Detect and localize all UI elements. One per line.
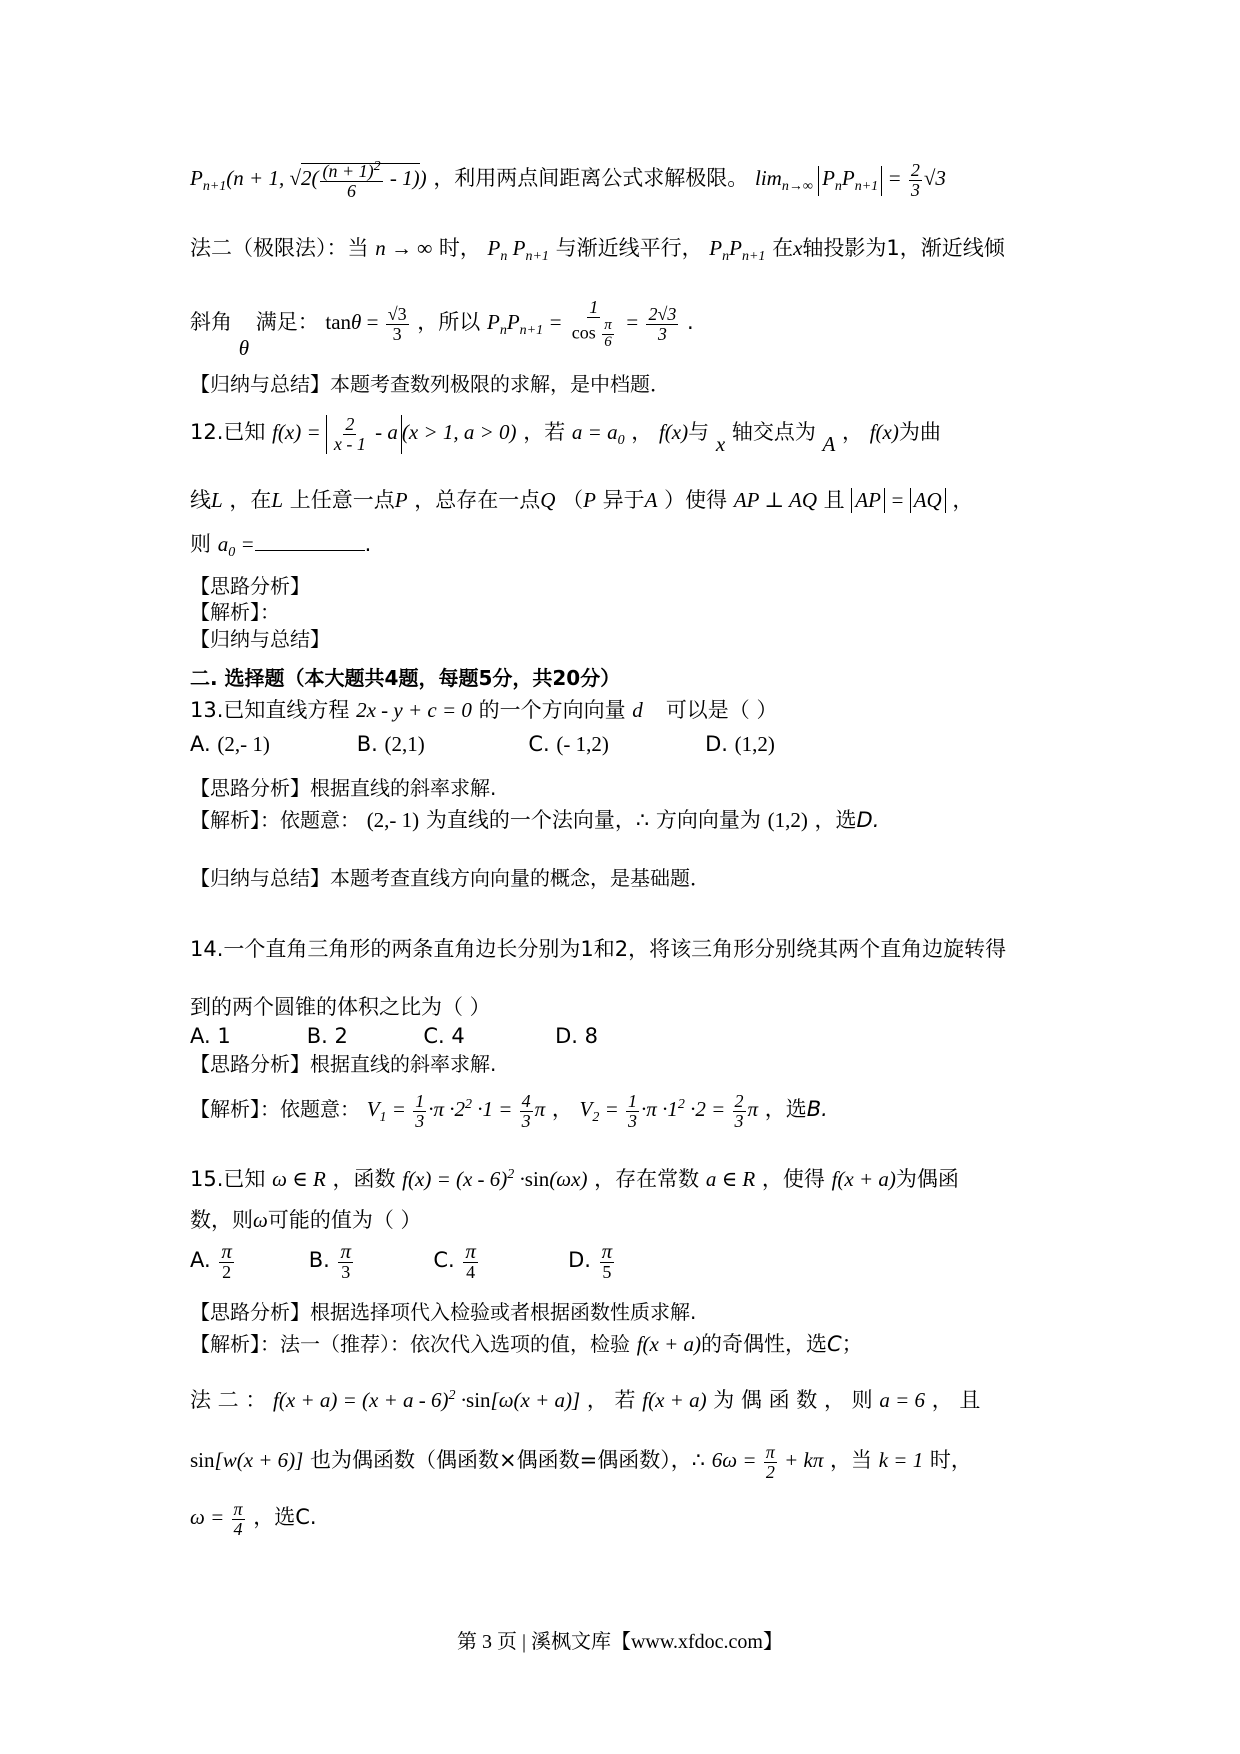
line-2	[190, 236, 1005, 266]
math-A: A	[822, 432, 836, 457]
answer-blank	[255, 532, 365, 551]
q13-text-a: 13.已知直线方程	[190, 698, 350, 722]
q12-text-e: 轴交点为	[731, 420, 816, 445]
q13-summary: 【归纳与总结】本题考查直线方向向量的概念，是基础题．	[190, 866, 710, 890]
math-normal-vector: (2,- 1)	[366, 808, 420, 832]
q12-text-a: 12.已知	[190, 420, 266, 445]
math-theta: θ	[238, 336, 250, 360]
math-v1: $V_1$ = $\frac{1}{3}$ $\cdot\pi \cdot 2^2 \cdot 1$ = $\frac{4}{3}$ π	[366, 1091, 546, 1131]
q12-line-3	[190, 532, 371, 562]
line-3	[190, 297, 694, 360]
q14-line-2: 到的两个圆锥的体积之比为（ ）	[190, 995, 491, 1019]
q15-option-a: A. $\frac{\pi}{2}$	[190, 1239, 232, 1283]
math-omega-eq: ω = $\frac{\pi}{4}$	[190, 1499, 243, 1539]
q12-text-q: 则	[190, 532, 211, 556]
line-2-text-d: 在	[772, 236, 794, 260]
q15-solution: 【解析】：法一（推荐）：依次代入选项的值，检验 f(x + a)的奇偶性，选C；	[190, 1332, 863, 1356]
q12-text-c: ，	[631, 420, 653, 445]
q12-text-p: ，	[952, 488, 974, 512]
q14-solution: 【解析】：依题意： $V_1$ = $\frac{1}{3}$ $\cdot\pi \cdot 2^2 \cdot 1$ = $\frac{4}{3}$ π ， $V_2$ = $\frac{1}{3}$ $\cdot\pi \cdot 1^2 \cdot 2$ = $\frac{2}{3}$ π ，选B.	[190, 1091, 828, 1131]
q13-text-c: 可以是（ ）	[665, 698, 778, 722]
math-pn-pn1: $P_n$ $P_{n+1}$	[487, 236, 549, 265]
math-limit: $\lim_{n\to\infty} P_nP_{n+1}$ = $\frac{2}{3}$ √3	[755, 160, 946, 200]
q14-options	[190, 1024, 598, 1049]
q13-option-d: D. (1,2)	[705, 732, 775, 756]
q14-analysis: 【思路分析】根据直线的斜率求解.	[190, 1052, 497, 1076]
math-tan-theta: tanθ = $\frac{√3}{3}$	[325, 303, 407, 344]
math-point-expression: $P_{n+1}(n + 1$, √2( $\frac{(n + 1)^2}{6}$ - 1))	[190, 159, 427, 201]
math-P: P	[394, 488, 408, 512]
q12-summary: 【归纳与总结】	[190, 627, 330, 651]
q13-solution: 【解析】：依题意： (2,- 1) 为直线的一个法向量，∴ 方向向量为 (1,2) ，选D.	[190, 808, 880, 832]
q15-option-b: B. $\frac{\pi}{3}$	[308, 1239, 351, 1283]
q12-text-n: ）使得	[664, 488, 728, 512]
q15-line-1: 15.已知 ω ∈ R ，函数 f(x) = (x - 6)$^2$ ·sin(ωx) ，存在常数 a ∈ R ，使得 f(x + a)为偶函	[190, 1167, 959, 1191]
math-omega-in-R: ω ∈ R	[272, 1167, 326, 1191]
math-fx-2: f(x)	[869, 420, 899, 445]
math-6omega: 6ω = $\frac{\pi}{2}$ + kπ	[711, 1442, 824, 1482]
section-2-heading: 二. 选择题（本大题共4题，每题5分，共20分）	[190, 666, 621, 690]
line-2-text-c: 与渐近线平行，	[555, 236, 703, 260]
math-sin-w-x6: sin[w(x + 6)]	[190, 1448, 304, 1473]
math-a-eq-a0: $a = a_0$	[571, 420, 625, 449]
q15-method-2-line-3: ω = $\frac{\pi}{4}$ ，选C.	[190, 1499, 317, 1539]
math-a-in-R: a ∈ R	[705, 1167, 756, 1191]
q12-analysis: 【思路分析】	[190, 574, 310, 598]
q15-analysis: 【思路分析】根据选择项代入检验或者根据函数性质求解.	[190, 1300, 697, 1324]
q12-text-l: （	[562, 488, 584, 512]
q14-option-c: C. 4	[423, 1024, 465, 1048]
math-a0-eq: $a_0$ =	[217, 532, 255, 561]
math-f-definition: f(x) = $\frac{2}{x - 1}$ - a (x > 1, a > 0)	[272, 414, 517, 454]
q12-text-r: .	[364, 532, 372, 556]
line-1	[190, 160, 946, 201]
math-equal-lengths: AP = AQ	[851, 488, 945, 512]
math-v2: $V_2$ = $\frac{1}{3}$ $\cdot\pi \cdot 1^2 \cdot 2$ = $\frac{2}{3}$ π	[579, 1091, 759, 1131]
q12-text-m: 异于	[602, 488, 645, 512]
math-f-x-plus-a-3: f(x + a)	[642, 1388, 707, 1412]
math-a-eq-6: a = 6	[879, 1388, 925, 1412]
q15-option-c: C. $\frac{\pi}{4}$	[433, 1239, 476, 1283]
q13-option-c: C. (- 1,2)	[528, 732, 609, 756]
math-A-2: A	[644, 488, 658, 512]
math-line-equation: 2x - y + c = 0	[356, 698, 472, 722]
q12-text-b: ，若	[523, 420, 566, 445]
q13-option-a: A. (2,- 1)	[190, 732, 270, 756]
q13-text-b: 的一个方向向量	[478, 698, 626, 722]
line-2-x: x	[793, 236, 803, 260]
q12-text-g: 为曲	[898, 420, 941, 445]
line-2-text-b: 时，	[438, 236, 481, 260]
page-footer: 第 3 页 | 溪枫文库【www.xfdoc.com】	[456, 1631, 783, 1653]
q15-method-2-line-2: sin[w(x + 6)] 也为偶函数（偶函数×偶函数=偶函数），∴ 6ω = $\frac{\pi}{2}$ + kπ ，当 k = 1 时，	[190, 1442, 972, 1482]
math-P-2: P	[583, 488, 596, 512]
q14-option-b: B. 2	[306, 1024, 348, 1048]
math-Q: Q	[540, 488, 556, 512]
math-k-eq-1: k = 1	[878, 1448, 924, 1473]
q12-text-o: 且	[823, 488, 845, 512]
q14-option-a: A. 1	[190, 1024, 231, 1048]
math-omega: ω	[253, 1208, 268, 1232]
line-1-text: ，利用两点间距离公式求解极限。	[433, 166, 749, 191]
line-2-text-a: 法二（极限法）：当	[190, 236, 369, 260]
line-2-text-f: 轴投影为1，渐近线倾	[802, 236, 1005, 260]
q13-options	[190, 732, 775, 757]
q13-analysis: 【思路分析】根据直线的斜率求解.	[190, 776, 497, 800]
q12-text-f: ，	[842, 420, 864, 445]
q13-option-b: B. (2,1)	[356, 732, 425, 756]
math-f-x-plus-a: f(x + a)	[831, 1167, 896, 1191]
line-3-text-b: 满足：	[255, 310, 319, 334]
q14-line-1: 14.一个直角三角形的两条直角边长分别为1和2，将该三角形分别绕其两个直角边旋转得	[190, 937, 1007, 961]
math-perpendicular: AP ⊥ AQ	[733, 488, 817, 512]
q12-line-1	[190, 414, 941, 457]
q13-line-1	[190, 698, 778, 723]
math-direction-vector: (1,2)	[767, 808, 808, 832]
q15-method-2-line-1: 法 二 ： $f(x + a) = (x + a - 6)^2 \cdot\sin[\omega(x + a)]$ ， 若 f(x + a) 为 偶 函 数 ， 则 a = 6 ， 且	[190, 1388, 981, 1412]
math-shifted-function: $f(x + a) = (x + a - 6)^2 \cdot\sin[\omega(x + a)]$	[273, 1388, 581, 1412]
math-function-def: f(x) = (x - 6)$^2$ ·sin(ωx)	[402, 1167, 588, 1191]
line-3-text-a: 斜角	[190, 310, 232, 334]
math-vector-d: d⃗	[632, 698, 660, 722]
math-f-x-plus-a-2: f(x + a)	[636, 1332, 701, 1356]
math-n-to-infinity: n → ∞	[375, 236, 433, 260]
math-fx-1: f(x)	[658, 420, 689, 445]
math-pnpn1: $P_nP_{n+1}$	[709, 236, 766, 265]
line-3-text-c: ，所以	[417, 310, 481, 334]
q12-text-i: ，在	[229, 488, 272, 512]
q14-option-d: D. 8	[555, 1024, 598, 1048]
math-x-axis: x	[715, 432, 726, 457]
math-L-1: L	[211, 488, 223, 512]
math-distance: $P_nP_{n+1}$ = 1 cos $\frac{\pi}{6}$ = $\frac{2√3}{3}$	[486, 297, 677, 350]
q12-text-d: 与	[688, 420, 710, 445]
q15-options	[190, 1240, 616, 1282]
summary-11: 【归纳与总结】本题考查数列极限的求解，是中档题．	[190, 372, 670, 396]
q12-text-h: 线	[190, 488, 211, 512]
q12-text-j: 上任意一点	[289, 488, 395, 512]
q12-text-k: ，总存在一点	[414, 488, 541, 512]
q15-option-d: D. $\frac{\pi}{5}$	[568, 1239, 613, 1283]
line-3-text-d: .	[687, 310, 694, 334]
q12-solution: 【解析】：	[190, 600, 280, 624]
math-L-2: L	[271, 488, 284, 512]
q15-line-2: 数，则ω可能的值为（ ）	[190, 1208, 422, 1232]
q12-line-2	[190, 488, 973, 513]
